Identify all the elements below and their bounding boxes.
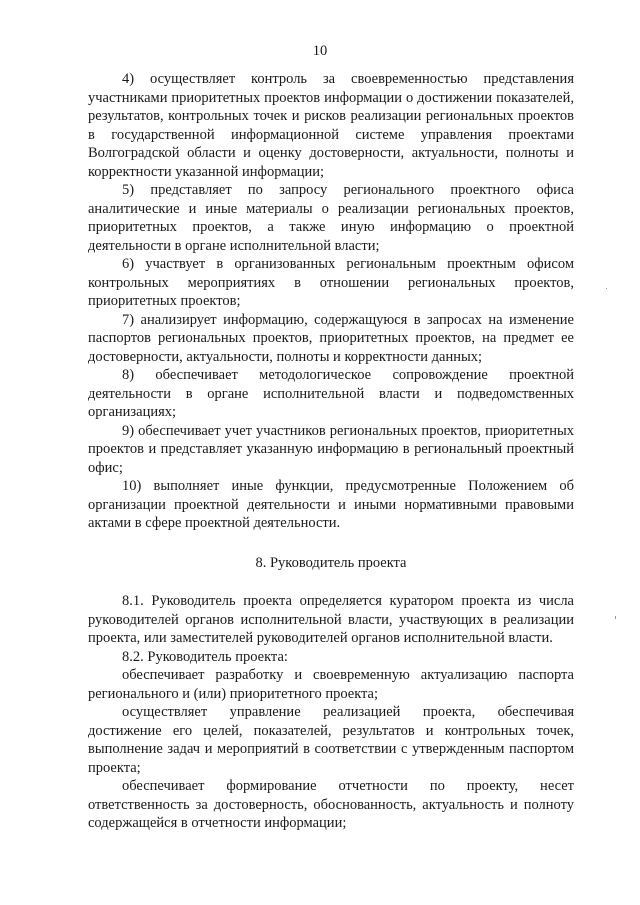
scan-speck (606, 288, 607, 289)
section-heading: 8. Руководитель проекта (255, 554, 407, 571)
paragraph: 8.2. Руководитель проекта: (122, 648, 288, 665)
list-item: 5) представляет по запросу регионального проектного офиса аналитические и иные материалы о реализации региональных проектов, приоритетных проектов, а также иную информацию о проектной деятельности в органе исполнительной власти; (88, 182, 574, 254)
list-item: 8) обеспечивает методологическое сопровождение проектной деятельности в органе исполнительной власти и подведомственных организациях; (88, 367, 574, 420)
paragraph: осуществляет управление реализацией проекта, обеспечивая достижение его целей, показателей, результатов и контрольных точек, выполнение задач и мероприятий в соответствии с утвержденным паспортом проекта; (88, 704, 574, 776)
list-item: 7) анализирует информацию, содержащуюся в запросах на изменение паспортов региональных проектов, приоритетных проектов, на предмет ее достоверности, актуальности, полноты и корректности данных; (88, 311, 574, 365)
paragraph: обеспечивает разработку и своевременную актуализацию паспорта регионального и (или) приоритетного проекта; (88, 667, 574, 702)
list-item: 4) осуществляет контроль за своевременностью представления участниками приоритетных проектов информации о достижении показателей, результатов, контрольных точек и рисков реализации региональных проектов в государственной информационной системе управления проектами Волгоградской области и оценку достоверности, актуальности, полноты и корректности указанной информации; (88, 71, 574, 180)
scan-speck (615, 616, 616, 619)
paragraph: 8.1. Руководитель проекта определяется куратором проекта из числа руководителей органов исполнительной власти, участвующих в реализации проекта, или заместителей руководителей органов исполнительной власти. (88, 593, 574, 646)
page-number: 10 (312, 43, 328, 59)
document-body (88, 70, 574, 833)
list-item: 6) участвует в организованных региональным проектным офисом контрольных мероприятиях в отношении региональных проектов, приоритетных проектов; (88, 256, 574, 309)
paragraph: обеспечивает формирование отчетности по проекту, несет ответственность за достоверность, обоснованность, актуальность и полноту содержащейся в отчетности информации; (88, 778, 574, 831)
list-item: 10) выполняет иные функции, предусмотренные Положением об организации проектной деятельности и иными нормативными правовыми актами в сфере проектной деятельности. (88, 478, 574, 531)
list-item: 9) обеспечивает учет участников региональных проектов, приоритетных проектов и представляет указанную информацию в региональный проектный офис; (88, 422, 574, 476)
